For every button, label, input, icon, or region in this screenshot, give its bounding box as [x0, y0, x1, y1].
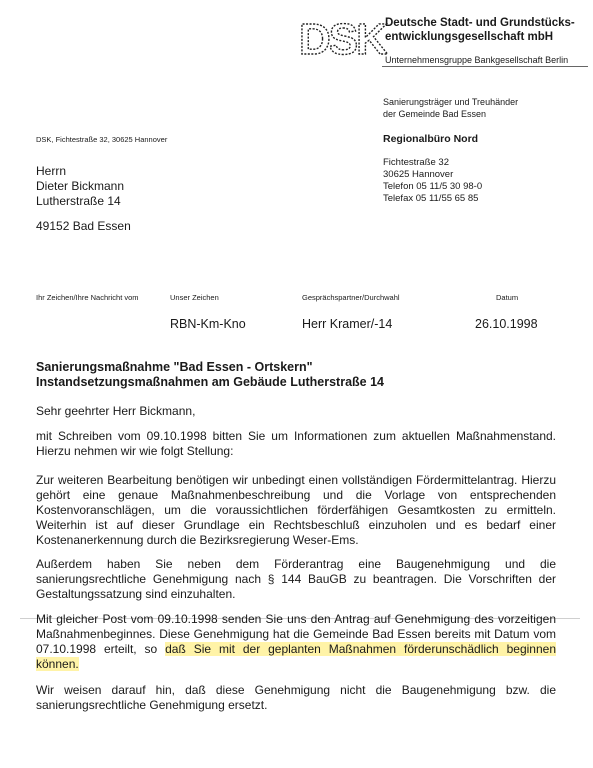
salutation: Sehr geehrter Herr Bickmann,	[36, 404, 196, 418]
recipient-address	[36, 164, 124, 209]
paragraph-3: Außerdem haben Sie neben dem Förderantrag eine Baugenehmigung und die sanierungsrechtliche Genehmigung nach § 144 BauGB zu beantragen. Die Vorschriften der Gestaltungssatzung sind einzuhalten.	[36, 557, 556, 601]
date-label: Datum	[496, 293, 519, 302]
company-name-line1: Deutsche Stadt- und Grundstücks-	[385, 17, 575, 29]
our-ref-value: RBN-Km-Kno	[170, 317, 246, 331]
highlighted-text: daß Sie mit der geplanten Maßnahmen förderunschädlich beginnen können.	[36, 642, 556, 671]
address-city: 30625 Hannover	[383, 169, 454, 180]
paragraph-5: Wir weisen darauf hin, daß diese Genehmigung nicht die Baugenehmigung bzw. die sanierungsrechtliche Genehmigung ersetzt.	[36, 683, 556, 712]
subject-line2: Instandsetzungsmaßnahmen am Gebäude Lutherstraße 14	[36, 375, 384, 389]
logo-text: DSK	[299, 15, 386, 64]
paragraph-2: Zur weiteren Bearbeitung benötigen wir unbedingt einen vollständigen Fördermittelantrag. Hierzu gehört eine genaue Maßnahmenbeschreibung und die Vorlage von entsprechenden Kostenvoranschlägen, um die voraussichtlichen förderfähigen Gesamtkosten zu ermitteln. Weiterhin ist auf dieser Grundlage ein Rechtsbeschluß einzuholen und es bedarf einer Kostenanerkennung durch die Bezirksregierung Weser-Ems.	[36, 473, 556, 547]
subject	[36, 360, 384, 390]
company-name	[385, 16, 590, 44]
our-ref-label: Unser Zeichen	[170, 293, 219, 302]
recipient-street: Lutherstraße 14	[36, 194, 121, 208]
office-address	[383, 157, 482, 205]
address-phone: Telefon 05 11/5 30 98-0	[383, 181, 483, 192]
trustee-line1: Sanierungsträger und Treuhänder	[383, 97, 519, 107]
recipient-name: Dieter Bickmann	[36, 179, 125, 193]
trustee-line2: der Gemeinde Bad Essen	[383, 109, 487, 119]
recipient-city: 49152 Bad Essen	[36, 219, 131, 233]
contact-label: Gesprächspartner/Durchwahl	[302, 293, 400, 302]
recipient-salutation: Herrn	[36, 164, 67, 178]
dsk-logo	[297, 14, 386, 64]
address-street: Fichtestraße 32	[383, 157, 449, 168]
paragraph-1: mit Schreiben vom 09.10.1998 bitten Sie um Informationen zum aktuellen Maßnahmenstand. Hierzu nehmen wir wie folgt Stellung:	[36, 429, 556, 458]
contact-value: Herr Kramer/-14	[302, 317, 393, 331]
your-ref-label: Ihr Zeichen/Ihre Nachricht vom	[36, 293, 139, 302]
paragraph-4-text: Mit gleicher Post vom 09.10.1998 senden Sie uns den Antrag auf Genehmigung des vorzeitigen Maßnahmenbeginnes. Diese Genehmigung hat die Gemeinde Bad Essen bereits mit Datum vom 07.10.1998 erteilt, so	[36, 612, 556, 656]
address-fax: Telefax 05 11/55 65 85	[383, 193, 479, 204]
regional-office: Regionalbüro Nord	[383, 133, 479, 145]
sender-line: DSK, Fichtestraße 32, 30625 Hannover	[36, 135, 168, 144]
header-divider	[382, 66, 588, 67]
date-value: 26.10.1998	[475, 317, 538, 331]
company-name-line2: entwicklungsgesellschaft mbH	[385, 31, 554, 43]
company-group: Unternehmensgruppe Bankgesellschaft Berlin	[385, 55, 569, 65]
trustee-note	[383, 96, 518, 120]
paragraph-4	[36, 612, 556, 672]
subject-line1: Sanierungsmaßnahme "Bad Essen - Ortskern"	[36, 360, 313, 374]
